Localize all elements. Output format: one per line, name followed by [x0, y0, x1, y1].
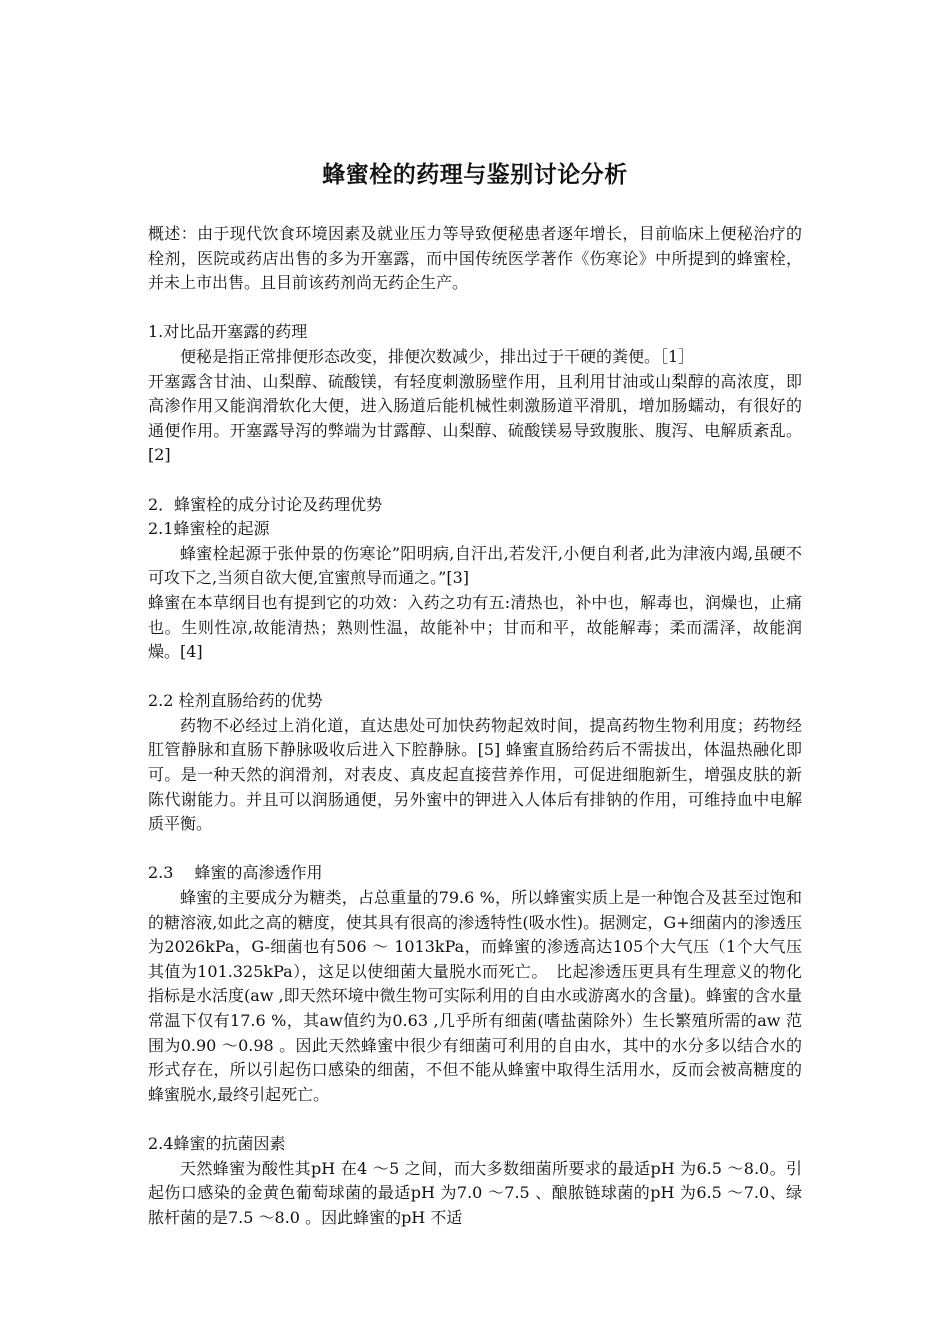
spacer: [148, 1107, 802, 1132]
document-page: [148, 0, 802, 1344]
abstract-paragraph: 概述：由于现代饮食环境因素及就业压力等导致便秘患者逐年增长，目前临床上便秘治疗的栓剂，医院或药店出售的多为开塞露，而中国传统医学著作《伤寒论》中所提到的蜂蜜栓，并未上市出售。且目前该药剂尚无药企生产。: [148, 224, 802, 293]
section-1-heading: 1.对比品开塞露的药理: [148, 322, 308, 342]
section-2-heading: 2．蜂蜜栓的成分讨论及药理优势: [148, 494, 383, 514]
section-2-3-heading: 2.3 蜂蜜的高渗透作用: [148, 863, 323, 883]
document-body: [148, 222, 802, 1230]
spacer: [148, 665, 802, 690]
section-2-4-heading: 2.4蜂蜜的抗菌因素: [148, 1133, 286, 1153]
spacer: [148, 837, 802, 862]
section-2-2-paragraph-1: 药物不必经过上消化道，直达患处可加快药物起效时间，提高药物生物利用度；药物经肛管静脉和直肠下静脉吸收后进入下腔静脉。[5] 蜂蜜直肠给药后不需拔出，体温热融化即可。是一种天然的润滑剂，对表皮、真皮起直接营养作用，可促进细胞新生，增强皮肤的新陈代谢能力。并且可以润肠通便，另外蜜中的钾进入人体后有排钠的作用，可维持血中电解质平衡。: [148, 715, 802, 834]
section-2-4-paragraph-1: 天然蜂蜜为酸性其pH 在4 ～5 之间，而大多数细菌所要求的最适pH 为6.5 ～8.0。引起伤口感染的金黄色葡萄球菌的最适pH 为7.0 ～7.5 、酿脓链球菌的pH 为6.5 ～7.0、绿脓杆菌的是7.5 ～8.0 。因此蜂蜜的pH 不适: [148, 1158, 802, 1227]
section-1-paragraph-2: 开塞露含甘油、山梨醇、硫酸镁，有轻度刺激肠壁作用，且利用甘油或山梨醇的高浓度，即高渗作用又能润滑软化大便，进入肠道后能机械性刺激肠道平滑肌，增加肠蠕动，有很好的通便作用。开塞露导泻的弊端为甘露醇、山梨醇、硫酸镁易导致腹胀、腹泻、电解质紊乱。[2]: [148, 371, 802, 465]
section-1-paragraph-1: 便秘是指正常排便形态改变，排便次数减少，排出过于干硬的粪便。［1］: [180, 346, 695, 366]
section-2-1-paragraph-1: 蜂蜜栓起源于张仲景的伤寒论”阳明病,自汗出,若发汗,小便自利者,此为津液内竭,虽硬不可攻下之,当须自欲大便,宜蜜煎导而通之。”[3]: [148, 543, 802, 588]
section-2-1-paragraph-2: 蜂蜜在本草纲目也有提到它的功效：入药之功有五:清热也，补中也，解毒也，润燥也，止痛也。生则性凉,故能清热；熟则性温，故能补中；甘而和平，故能解毒；柔而濡泽，故能润燥。[4]: [148, 592, 802, 662]
spacer: [148, 296, 802, 321]
spacer: [148, 468, 802, 493]
document-title: 蜂蜜栓的药理与鉴别讨论分析: [322, 162, 628, 188]
section-2-2-heading: 2.2 栓剂直肠给药的优势: [148, 691, 323, 711]
section-2-1-heading: 2.1蜂蜜栓的起源: [148, 519, 270, 539]
section-2-3-paragraph-1: 蜂蜜的主要成分为糖类，占总重量的79.6 %，所以蜂蜜实质上是一种饱合及甚至过饱和的糖溶液,如此之高的糖度，使其具有很高的渗透特性(吸水性)。据测定，G+细菌内的渗透压为2026kPa，G-细菌也有506 ～ 1013kPa，而蜂蜜的渗透高达105个大气压（1个大气压其值为101.325kPa），这足以使细菌大量脱水而死亡。 比起渗透压更具有生理意义的物化指标是水活度(aw ,即天然环境中微生物可实际利用的自由水或游离水的含量)。蜂蜜的含水量常温下仅有17.6 %，其aw值约为0.63 ,几乎所有细菌(嗜盐菌除外）生长繁殖所需的aw 范围为0.90 ～0.98 。因此天然蜂蜜中很少有细菌可利用的自由水，其中的水分多以结合水的形式存在，所以引起伤口感染的细菌，不但不能从蜂蜜中取得生活用水，反而会被高糖度的蜂蜜脱水,最终引起死亡。: [148, 888, 802, 1104]
